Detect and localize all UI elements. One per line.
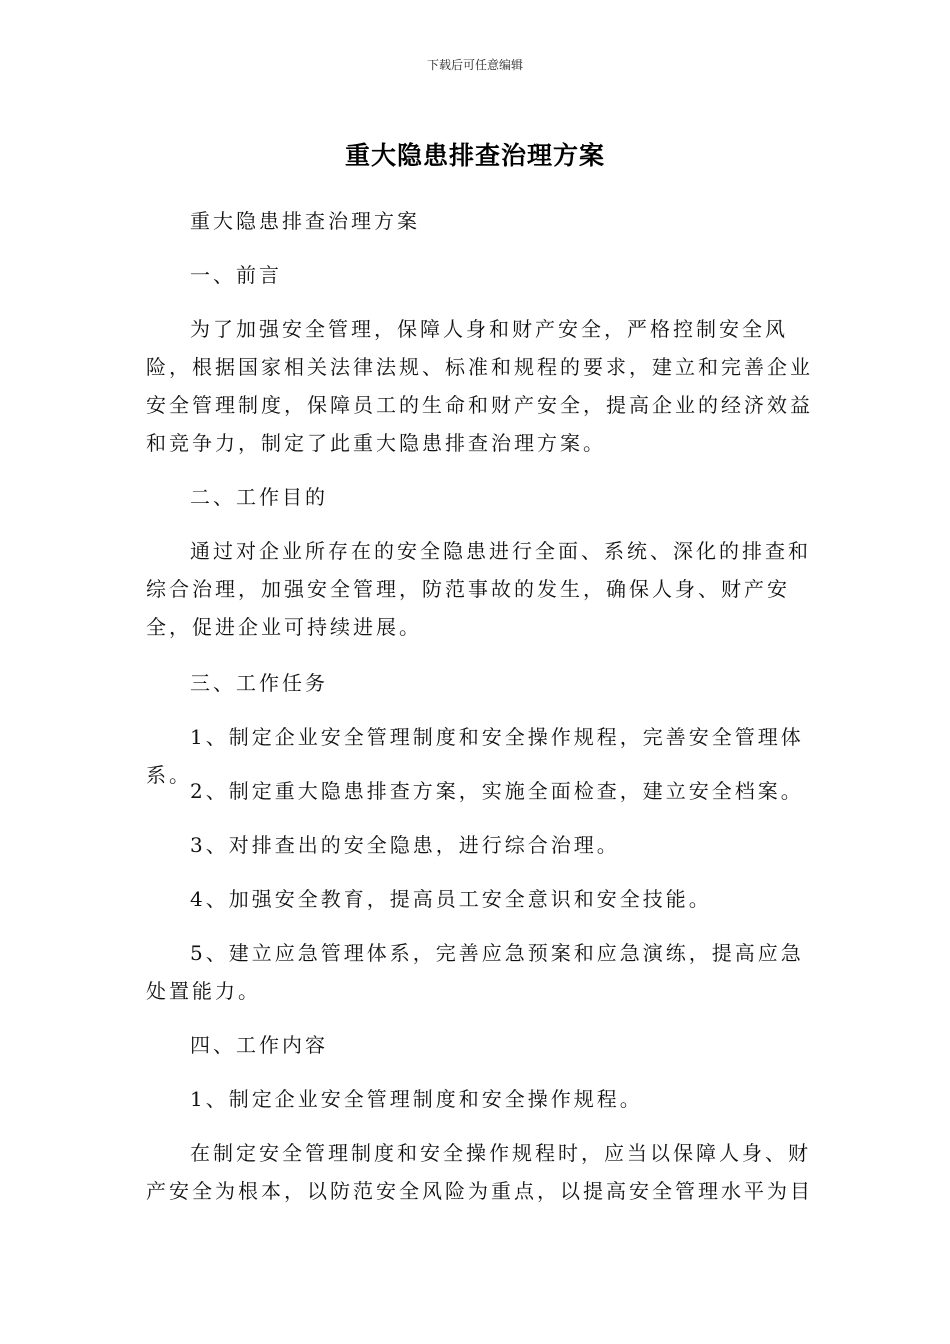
section-heading-tasks: 三、工作任务 <box>190 671 328 695</box>
preface-paragraph: 为了加强安全管理，保障人身和财产安全，严格控制安全风险，根据国家相关法律法规、标准和规程的要求，建立和完善企业安全管理制度，保障员工的生命和财产安全，提高企业的经济效益和竞争力，制定了此重大隐患排查治理方案。 <box>146 317 813 455</box>
purpose-paragraph: 通过对企业所存在的安全隐患进行全面、系统、深化的排查和综合治理，加强安全管理，防范事故的发生，确保人身、财产安全，促进企业可持续进展。 <box>146 539 811 639</box>
section-heading-preface: 一、前言 <box>190 263 282 287</box>
task-item-3: 3、对排查出的安全隐患，进行综合治理。 <box>190 833 620 857</box>
task-item-4: 4、加强安全教育，提高员工安全意识和安全技能。 <box>190 887 712 911</box>
section-heading-purpose: 二、工作目的 <box>190 485 328 509</box>
content-paragraph: 在制定安全管理制度和安全操作规程时，应当以保障人身、财产安全为根本，以防范安全风险为重点，以提高安全管理水平为目 <box>146 1141 813 1203</box>
content-item-1: 1、制定企业安全管理制度和安全操作规程。 <box>190 1087 643 1111</box>
task-item-5: 5、建立应急管理体系，完善应急预案和应急演练，提高应急处置能力。 <box>146 941 804 1003</box>
header-note: 下载后可任意编辑 <box>426 58 523 72</box>
section-heading-content: 四、工作内容 <box>190 1033 328 1057</box>
task-item-2: 2、制定重大隐患排查方案，实施全面检查，建立安全档案。 <box>190 779 804 803</box>
task-item-1: 1、制定企业安全管理制度和安全操作规程，完善安全管理体系。 <box>146 725 804 787</box>
subtitle-paragraph: 重大隐患排查治理方案 <box>190 209 420 233</box>
document-title: 重大隐患排查治理方案 <box>344 141 605 170</box>
